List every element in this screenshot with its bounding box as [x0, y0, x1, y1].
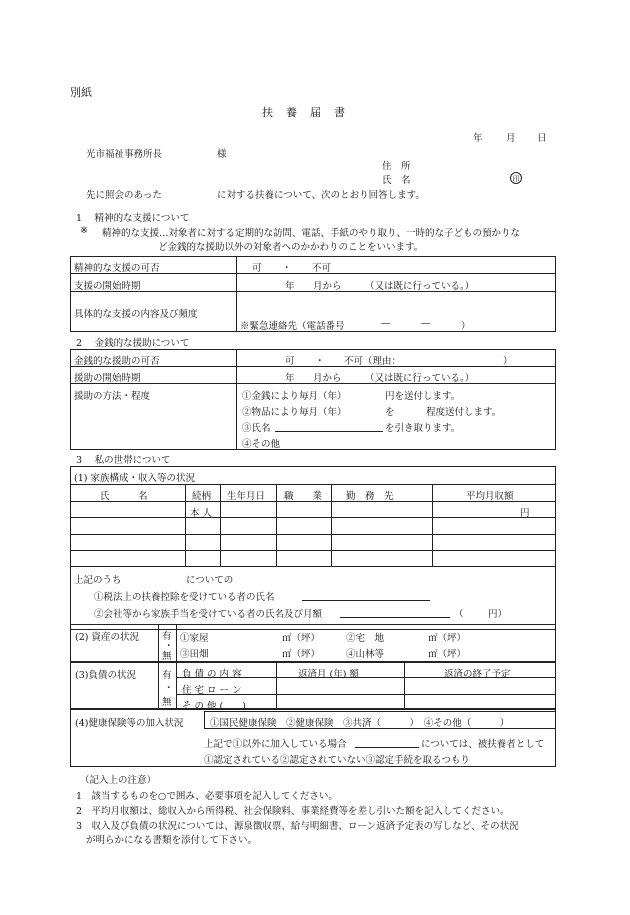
- section3-heading: 3 私の世帯について: [76, 455, 171, 466]
- family-table-title: (1) 家族構成・収入等の状況: [74, 473, 195, 484]
- notes-heading: （記入上の注意）: [80, 775, 157, 786]
- debt-other: そ の 他 ( ): [182, 701, 246, 712]
- income-yen: 円: [520, 508, 530, 519]
- asset-house: ①家屋: [180, 633, 209, 644]
- intro-right: に対する扶養について、次のとおり回答します。: [217, 190, 425, 201]
- insurance-other-label: 上記で①以外に加入している場合: [204, 739, 347, 750]
- section1-note-line1: 精神的な支援…対象者に対する定期的な訪問、電話、手紙のやり取り、一時的な子どもの預かりな: [102, 228, 521, 239]
- seal-mark: 印: [510, 172, 522, 184]
- above-among-label: 上記のうち: [74, 575, 122, 586]
- method-option-2-wo: を: [385, 407, 395, 418]
- assets-yes[interactable]: 有: [162, 631, 172, 642]
- financial-dot: ・: [315, 356, 325, 367]
- support-dot: ・: [282, 263, 292, 274]
- addressee-honorific: 様: [217, 149, 227, 160]
- attachment-label: 別紙: [70, 86, 92, 99]
- method-option-3[interactable]: ③氏名: [242, 423, 271, 434]
- asset-forest: ④山林等: [346, 649, 385, 660]
- support-start-note: （又は既に行っている。）: [365, 281, 475, 292]
- method-option-2-suffix: 程度送付します。: [426, 407, 502, 418]
- method-option-1-suffix: 円を送付します。: [385, 391, 461, 402]
- col-monthly-income: 平均月収額: [466, 491, 514, 502]
- asset-residential-land: ②宅 地: [346, 633, 385, 644]
- note-3-line2: が明らかになる書類を添付して下さい。: [86, 835, 258, 846]
- document-title: 扶 養 届 書: [262, 106, 346, 119]
- col-relation: 続柄: [192, 491, 212, 502]
- debt-housing-loan: 住 宅 ロ ー ン: [182, 685, 242, 696]
- col-workplace: 勤 務 先: [346, 491, 394, 502]
- support-content-label: 具体的な支援の内容及び頻度: [74, 309, 198, 320]
- assets-none[interactable]: 無: [162, 651, 172, 662]
- support-start-year[interactable]: 年: [285, 281, 295, 292]
- section1-note-mark: ※: [80, 225, 88, 236]
- method-option-3-name-line[interactable]: [275, 431, 383, 432]
- insurance-dependent-text: については、被扶養者として: [421, 739, 545, 750]
- emergency-close: ）: [461, 321, 471, 332]
- financial-start-note: （又は既に行っている。）: [365, 373, 475, 384]
- support-start-month[interactable]: 月から: [313, 281, 342, 292]
- debt-yes[interactable]: 有: [162, 670, 172, 681]
- date-month: 月: [506, 133, 516, 144]
- insurance-options[interactable]: ①国民健康保険 ②健康保険 ③共済（ ） ④その他（ ）: [210, 718, 510, 729]
- insurance-recognition-options[interactable]: ①認定されている②認定されていない③認定手続を取るつもり: [204, 755, 470, 766]
- support-yes[interactable]: 可: [252, 263, 262, 274]
- family-allowance-label: ②会社等から家族手当を受けている者の氏名及び月額: [94, 609, 323, 620]
- emergency-contact-label: ※緊急連絡先（電話番号: [240, 321, 345, 332]
- financial-yes[interactable]: 可: [285, 356, 295, 367]
- debt-col-content: 負 債 の 内 容: [182, 669, 242, 680]
- method-option-4[interactable]: ④その他: [242, 439, 281, 450]
- name-label: 氏 名: [382, 175, 411, 186]
- address-label: 住 所: [382, 161, 411, 172]
- insurance-other-line[interactable]: [355, 747, 419, 748]
- financial-start-year[interactable]: 年: [285, 373, 295, 384]
- above-regarding-label: についての: [186, 575, 234, 586]
- tax-dependent-name-line[interactable]: [302, 600, 430, 601]
- debt-col-end: 返済の終了予定: [444, 669, 511, 680]
- asset-house-unit: ㎡（坪）: [282, 633, 321, 644]
- family-allowance-line[interactable]: [340, 617, 450, 618]
- col-occupation: 職 業: [284, 491, 323, 502]
- financial-no-reason[interactable]: 不可（理由：: [344, 356, 402, 367]
- debt-col-repayment: 返済月 (年) 額: [298, 669, 359, 680]
- section2-heading: 2 金銭的な援助について: [76, 338, 190, 349]
- assets-dot: ・: [164, 641, 174, 652]
- debt-label: (3)負債の状況: [75, 670, 136, 681]
- allowance-paren-close: 円）: [488, 609, 508, 620]
- asset-farmland: ③田畑: [180, 649, 209, 660]
- financial-method-label: 援助の方法・程度: [74, 391, 151, 402]
- emergency-dash-1: —: [381, 318, 391, 329]
- note-3-line1: 3 収入及び負債の状況については、源泉徴収票、給与明細書、ローン返済予定表の写しなど、その状況: [76, 821, 519, 832]
- emergency-dash-2: —: [421, 318, 431, 329]
- date-day: 日: [537, 133, 547, 144]
- col-name: 氏 名: [100, 491, 148, 502]
- financial-start-label: 援助の開始時期: [74, 373, 141, 384]
- date-year: 年: [473, 133, 483, 144]
- asset-farmland-unit: ㎡（坪）: [282, 649, 321, 660]
- intro-left: 先に照会のあった: [86, 190, 162, 201]
- section1-heading: 1 精神的な支援について: [76, 213, 190, 224]
- relation-self: 本 人: [190, 508, 213, 519]
- asset-land-unit: ㎡（坪）: [428, 633, 467, 644]
- support-start-label: 支援の開始時期: [74, 281, 141, 292]
- note-2: 2 平均月収額は、総収入から所得税、社会保険料、事業経費等を差し引いた額を記入してください。: [76, 806, 510, 817]
- asset-forest-unit: ㎡（坪）: [428, 649, 467, 660]
- allowance-paren-open: （: [454, 609, 464, 620]
- support-availability-label: 精神的な支援の可否: [74, 263, 160, 274]
- support-no[interactable]: 不可: [312, 263, 332, 274]
- assets-label: (2) 資産の状況: [75, 632, 139, 643]
- col-birthdate: 生年月日: [227, 491, 266, 502]
- financial-reason-close: ）: [503, 356, 513, 367]
- method-option-1[interactable]: ①金銭により毎月（年）: [242, 391, 347, 402]
- debt-none[interactable]: 無: [162, 697, 172, 708]
- tax-dependent-label: ①税法上の扶養控除を受けている者の氏名: [94, 592, 275, 603]
- method-option-3-suffix: を引き取ります。: [385, 423, 461, 434]
- financial-start-month[interactable]: 月から: [313, 373, 342, 384]
- addressee: 光市福祉事務所長: [86, 149, 163, 160]
- insurance-label: (4)健康保険等の加入状況: [75, 718, 184, 729]
- financial-availability-label: 金銭的な援助の可否: [74, 356, 160, 367]
- debt-dot: ・: [164, 683, 174, 694]
- section1-note-line2: ど金銭的な援助以外の対象者へのかかわりのことをいいます。: [158, 242, 424, 253]
- note-1: 1 該当するものを○で囲み、必要事項を記入してください。: [76, 791, 338, 802]
- method-option-2[interactable]: ②物品により毎月（年）: [242, 407, 347, 418]
